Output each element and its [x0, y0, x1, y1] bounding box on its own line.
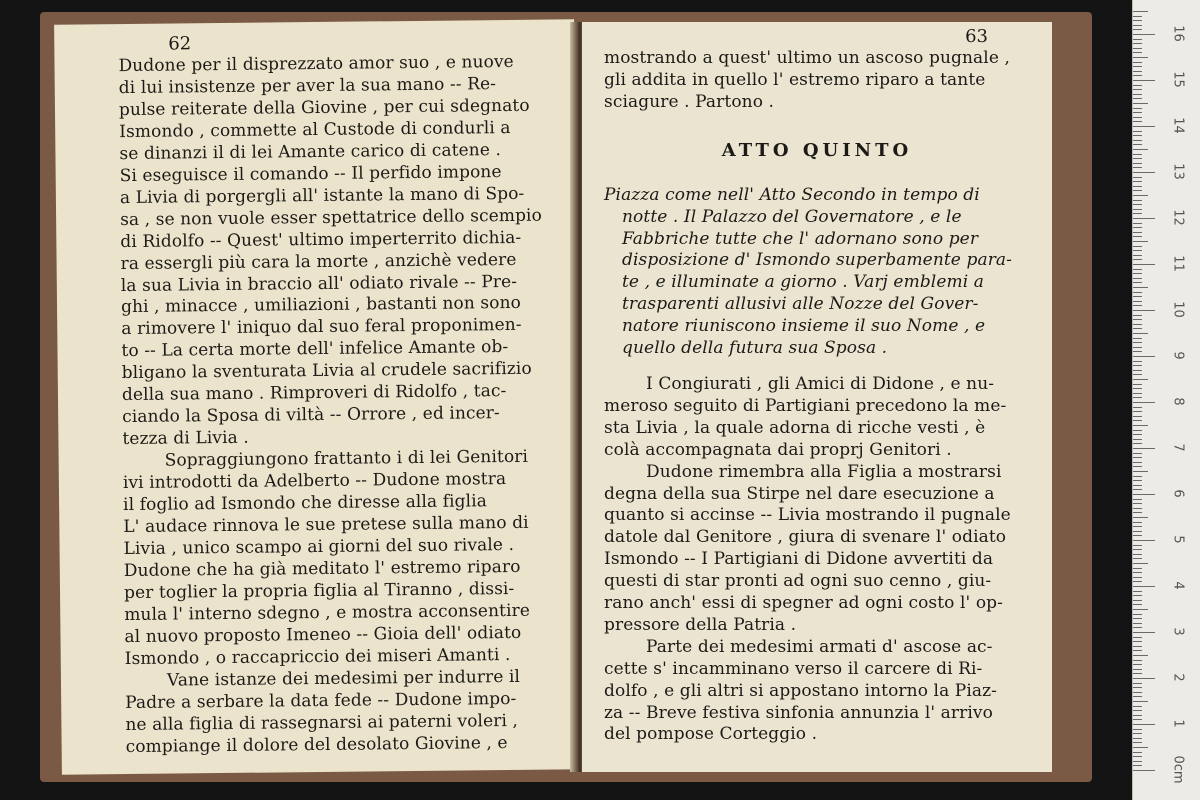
right-body-text — [604, 374, 1030, 746]
ruler-tick — [1133, 710, 1142, 711]
ruler-tick — [1133, 600, 1142, 601]
ruler-tick — [1133, 370, 1142, 371]
text-line: Ismondo , commette al Custode di condurli a — [119, 117, 511, 142]
ruler-tick — [1133, 255, 1142, 256]
ruler-tick — [1133, 733, 1142, 734]
text-line: Parte dei medesimi armati d' ascose ac- — [646, 636, 993, 657]
ruler-tick — [1133, 71, 1142, 72]
text-line: pressore della Patria . — [604, 614, 797, 635]
ruler-tick — [1133, 149, 1148, 150]
ruler-tick — [1133, 140, 1142, 141]
ruler-tick — [1133, 29, 1142, 30]
ruler-tick — [1133, 572, 1142, 573]
ruler-tick — [1133, 522, 1142, 523]
text-line: a Livia di porgergli all' istante la mano di Spo- — [119, 183, 525, 208]
ruler-tick — [1133, 678, 1155, 679]
ruler-tick — [1133, 540, 1155, 541]
ruler-tick — [1133, 246, 1142, 247]
ruler-tick — [1133, 494, 1155, 495]
ruler-tick — [1133, 154, 1142, 155]
ruler-tick — [1133, 650, 1142, 651]
ruler-label: 10 — [1170, 301, 1186, 318]
ruler-tick — [1133, 457, 1142, 458]
ruler-tick — [1133, 623, 1142, 624]
text-line: se dinanzi il di lei Amante carico di catene . — [119, 139, 502, 164]
ruler-tick — [1133, 48, 1142, 49]
text-line: degna della sua Stirpe nel dare esecuzione a — [604, 483, 995, 504]
text-line: Ismondo -- I Partigiani di Didone avvertiti da — [604, 549, 994, 570]
ruler-tick — [1133, 108, 1142, 109]
text-line: ne alla figlia di rassegnarsi ai paterni voleri , — [125, 710, 519, 735]
ruler-tick — [1133, 388, 1142, 389]
ruler-tick — [1133, 660, 1142, 661]
ruler-tick — [1133, 765, 1142, 766]
text-line: gli addita in quello l' estremo riparo a tante — [604, 69, 986, 90]
ruler-tick — [1133, 683, 1142, 684]
ruler-tick — [1133, 57, 1148, 58]
text-line: cette s' incamminano verso il carcere di Ri- — [604, 658, 983, 679]
ruler-tick — [1133, 466, 1142, 467]
text-line: colà accompagnata dai proprj Genitori . — [604, 439, 952, 460]
text-line: questi di star pronti ad ogni suo cenno , giu- — [604, 571, 992, 592]
text-line: Ismondo , o raccapriccio dei miseri Amanti . — [124, 644, 511, 669]
text-line: bligano la sventurata Livia al crudele sacrifizio — [121, 359, 532, 384]
text-line: Livia , unico scampo ai giorni del suo rivale . — [123, 534, 515, 560]
text-line: tezza di Livia . — [122, 427, 249, 450]
ruler-tick — [1133, 411, 1142, 412]
ruler-tick — [1133, 25, 1142, 26]
ruler-tick — [1133, 595, 1142, 596]
ruler-tick — [1133, 632, 1155, 633]
left-page-number: 62 — [168, 33, 192, 55]
ruler-tick — [1133, 315, 1142, 316]
ruler-tick — [1133, 236, 1142, 237]
ruler-tick — [1133, 729, 1142, 730]
text-line: ciando la Sposa di viltà -- Orrore , ed incer- — [122, 403, 500, 428]
ruler-tick — [1133, 195, 1148, 196]
text-line: trasparenti allusivi alle Nozze del Gover- — [622, 294, 979, 315]
ruler-tick — [1133, 687, 1142, 688]
ruler-tick — [1133, 738, 1142, 739]
ruler-tick — [1133, 328, 1142, 329]
ruler-tick — [1133, 223, 1142, 224]
ruler-tick — [1133, 43, 1142, 44]
ruler-tick — [1133, 724, 1155, 725]
ruler-tick — [1133, 512, 1142, 513]
ruler-tick — [1133, 581, 1142, 582]
ruler-tick — [1133, 692, 1142, 693]
text-line: quanto si accinse -- Livia mostrando il pugnale — [604, 505, 1011, 526]
ruler-tick — [1133, 618, 1142, 619]
ruler-tick — [1133, 646, 1142, 647]
ruler-tick — [1133, 241, 1148, 242]
ruler-tick — [1133, 586, 1155, 587]
ruler-tick — [1133, 209, 1142, 210]
ruler-tick — [1133, 416, 1142, 417]
left-page-text — [118, 52, 561, 759]
ruler-tick — [1133, 232, 1142, 233]
ruler-tick — [1133, 158, 1142, 159]
ruler-tick — [1133, 742, 1142, 743]
right-page-number: 63 — [965, 26, 988, 47]
ruler-tick — [1133, 664, 1142, 665]
ruler-tick — [1133, 761, 1142, 762]
ruler-tick — [1133, 34, 1155, 35]
ruler-tick — [1133, 701, 1148, 702]
text-line: al nuovo proposto Imeneo -- Gioia dell' odiato — [124, 622, 522, 647]
ruler-tick — [1133, 259, 1142, 260]
ruler-tick — [1133, 476, 1142, 477]
ruler-tick — [1133, 535, 1142, 536]
ruler-tick — [1133, 278, 1142, 279]
ruler-tick — [1133, 397, 1142, 398]
text-line: sciagure . Partono . — [604, 91, 775, 112]
ruler-label: 5 — [1170, 535, 1186, 544]
ruler-tick — [1133, 126, 1155, 127]
text-line: del pompose Corteggio . — [604, 724, 818, 745]
text-line: sa , se non vuole esser spettatrice dello scempio — [120, 205, 542, 230]
ruler-label: 13 — [1170, 163, 1186, 180]
text-line: ra essergli più cara la morte , anzichè vedere — [120, 249, 517, 274]
ruler-tick — [1133, 627, 1142, 628]
ruler-tick — [1133, 374, 1142, 375]
ruler-tick — [1133, 62, 1142, 63]
ruler-tick — [1133, 89, 1142, 90]
ruler-tick — [1133, 715, 1142, 716]
text-line: mula l' interno sdegno , e mostra acconsentire — [124, 600, 531, 625]
ruler-tick — [1133, 347, 1142, 348]
ruler-tick — [1133, 324, 1142, 325]
ruler-tick — [1133, 163, 1142, 164]
ruler-tick — [1133, 591, 1142, 592]
text-line: Dudone rimembra alla Figlia a mostrarsi — [646, 461, 1002, 482]
text-line: Sopraggiungono frattanto i di lei Genitori — [164, 446, 529, 471]
ruler-tick — [1133, 250, 1142, 251]
ruler-tick — [1133, 393, 1142, 394]
ruler-tick — [1133, 545, 1142, 546]
text-line: la sua Livia in braccio all' odiato rivale -- Pre- — [120, 271, 518, 296]
text-line: Vane istanze dei medesimi per indurre il — [166, 666, 521, 691]
text-line: ivi introdotti da Adelberto -- Dudone mostra — [122, 469, 507, 494]
text-line: di Ridolfo -- Quest' ultimo imperterrito dichia- — [120, 227, 522, 252]
ruler-tick — [1133, 503, 1142, 504]
ruler-tick — [1133, 361, 1142, 362]
ruler-tick — [1133, 554, 1142, 555]
text-line: disposizione d' Ismondo superbamente para- — [622, 250, 1012, 271]
ruler-tick — [1133, 273, 1142, 274]
text-line: per toglier la propria figlia al Tiranno , dissi- — [123, 578, 515, 603]
text-line: rano anch' essi di spegner ad ogni costo l' op- — [604, 593, 1003, 614]
text-line: Dudone per il disprezzato amor suo , e nuove — [118, 51, 514, 77]
ruler-tick — [1133, 135, 1142, 136]
ruler-tick — [1133, 172, 1155, 173]
ruler-tick — [1133, 604, 1142, 605]
stage-direction — [604, 185, 1030, 360]
text-line: il foglio ad Ismondo che diresse alla figlia — [123, 491, 488, 516]
ruler-tick — [1133, 434, 1142, 435]
ruler-tick — [1133, 439, 1142, 440]
right-page — [582, 22, 1052, 772]
ruler-tick — [1133, 227, 1142, 228]
text-line: za -- Breve festiva sinfonia annunzia l' arrivo — [604, 702, 993, 723]
ruler-tick — [1133, 94, 1142, 95]
ruler-label: 8 — [1170, 397, 1186, 406]
ruler-tick — [1133, 407, 1142, 408]
ruler-tick — [1133, 181, 1142, 182]
ruler-tick — [1133, 16, 1142, 17]
ruler-tick — [1133, 706, 1142, 707]
ruler-tick — [1133, 144, 1142, 145]
ruler-tick — [1133, 117, 1142, 118]
right-opening-text — [604, 48, 1030, 114]
ruler-tick — [1133, 75, 1142, 76]
ruler-tick — [1133, 420, 1142, 421]
text-line: Padre a serbare la data fede -- Dudone impo- — [125, 688, 517, 713]
text-line: dolfo , e gli altri si appostano intorno la Piaz- — [604, 680, 998, 701]
ruler-tick — [1133, 568, 1142, 569]
ruler-tick — [1133, 517, 1148, 518]
ruler-label: 16 — [1170, 25, 1186, 42]
text-line: Fabbriche tutte che l' adornano sono per — [622, 228, 979, 249]
ruler-tick — [1133, 264, 1155, 265]
ruler-tick — [1133, 200, 1142, 201]
ruler-tick — [1133, 508, 1142, 509]
ruler-tick — [1133, 384, 1142, 385]
ruler-tick — [1133, 301, 1142, 302]
measurement-ruler — [1132, 0, 1200, 800]
ruler-tick — [1133, 287, 1148, 288]
ruler-label: 12 — [1170, 209, 1186, 226]
ruler-tick — [1133, 563, 1148, 564]
ruler-tick — [1133, 52, 1142, 53]
text-line: Si eseguisce il comando -- Il perfido impone — [119, 161, 502, 186]
ruler-tick — [1133, 641, 1142, 642]
text-line: di lui insistenze per aver la sua mano -- Re- — [118, 74, 497, 99]
ruler-tick — [1133, 558, 1142, 559]
ruler-label: 7 — [1170, 443, 1186, 452]
ruler-tick — [1133, 531, 1142, 532]
ruler-tick — [1133, 66, 1142, 67]
ruler-tick — [1133, 609, 1148, 610]
text-line: datole dal Genitore , giura di svenare l' odiato — [604, 527, 1007, 548]
ruler-tick — [1133, 338, 1142, 339]
ruler-tick — [1133, 756, 1142, 757]
text-line: L' audace rinnova le sue pretese sulla mano di — [123, 512, 529, 538]
ruler-label: 0cm — [1170, 755, 1186, 784]
ruler-tick — [1133, 549, 1142, 550]
left-page — [54, 19, 582, 774]
ruler-tick — [1133, 462, 1142, 463]
ruler-tick — [1133, 204, 1142, 205]
ruler-tick — [1133, 673, 1142, 674]
ruler-label: 15 — [1170, 71, 1186, 88]
text-line: pulse reiterate della Giovine , per cui sdegnato — [118, 95, 530, 120]
text-line: to -- La certa morte dell' infelice Amante ob- — [121, 337, 509, 362]
ruler-tick — [1133, 85, 1142, 86]
ruler-tick — [1133, 614, 1142, 615]
ruler-label: 14 — [1170, 117, 1186, 134]
ruler-tick — [1133, 310, 1155, 311]
ruler-tick — [1133, 499, 1142, 500]
ruler-tick — [1133, 333, 1148, 334]
ruler-tick — [1133, 218, 1155, 219]
ruler-tick — [1133, 319, 1142, 320]
ruler-tick — [1133, 351, 1142, 352]
text-line: mostrando a quest' ultimo un ascoso pugnale , — [604, 48, 1011, 68]
ruler-tick — [1133, 443, 1142, 444]
ruler-tick — [1133, 365, 1142, 366]
text-line: sta Livia , la quale adorna di ricche vesti , è — [604, 417, 986, 438]
ruler-tick — [1133, 103, 1148, 104]
ruler-tick — [1133, 752, 1142, 753]
ruler-label: 6 — [1170, 489, 1186, 498]
ruler-tick — [1133, 430, 1142, 431]
ruler-label: 3 — [1170, 627, 1186, 636]
ruler-tick — [1133, 186, 1142, 187]
ruler-label: 2 — [1170, 673, 1186, 682]
ruler-tick — [1133, 425, 1148, 426]
ruler-tick — [1133, 80, 1155, 81]
text-line: ghi , minacce , umiliazioni , bastanti non sono — [120, 293, 522, 318]
ruler-tick — [1133, 282, 1142, 283]
ruler-tick — [1133, 453, 1142, 454]
ruler-tick — [1133, 402, 1155, 403]
text-line: quello della futura sua Sposa . — [622, 338, 888, 359]
ruler-label: 4 — [1170, 581, 1186, 590]
ruler-tick — [1133, 480, 1142, 481]
ruler-tick — [1133, 637, 1142, 638]
text-line: della sua mano . Rimproveri di Ridolfo , tac- — [121, 381, 507, 406]
ruler-label: 9 — [1170, 351, 1186, 360]
ruler-tick — [1133, 747, 1148, 748]
ruler-label: 11 — [1170, 255, 1186, 272]
ruler-tick — [1133, 356, 1155, 357]
ruler-label: 1 — [1170, 719, 1186, 728]
ruler-tick — [1133, 448, 1155, 449]
ruler-tick — [1133, 20, 1142, 21]
ruler-tick — [1133, 269, 1142, 270]
ruler-tick — [1133, 11, 1148, 12]
text-line: meroso seguito di Partigiani precedono la me- — [604, 395, 1007, 416]
ruler-tick — [1133, 526, 1142, 527]
ruler-tick — [1133, 305, 1142, 306]
ruler-tick — [1133, 177, 1142, 178]
ruler-tick — [1133, 98, 1142, 99]
ruler-tick — [1133, 121, 1142, 122]
text-line: te , e illuminate a giorno . Varj emblemi a — [622, 272, 984, 293]
text-line: notte . Il Palazzo del Governatore , e le — [622, 206, 962, 227]
ruler-tick — [1133, 112, 1142, 113]
ruler-tick — [1133, 655, 1148, 656]
ruler-tick — [1133, 342, 1142, 343]
ruler-tick — [1133, 696, 1142, 697]
ruler-tick — [1133, 471, 1148, 472]
text-line: natore riuniscono insieme il suo Nome , e — [622, 316, 986, 337]
ruler-tick — [1133, 485, 1142, 486]
text-line: Piazza come nell' Atto Secondo in tempo di — [604, 184, 980, 205]
ruler-tick — [1133, 489, 1142, 490]
ruler-tick — [1133, 379, 1148, 380]
text-line: compiange il dolore del desolato Giovine , e — [125, 732, 508, 757]
act-heading: ATTO QUINTO — [721, 139, 913, 161]
ruler-tick — [1133, 292, 1142, 293]
ruler-tick — [1133, 190, 1142, 191]
ruler-tick — [1133, 167, 1142, 168]
ruler-tick — [1133, 577, 1142, 578]
text-line: a rimovere l' iniquo dal suo feral proponimen- — [121, 315, 522, 340]
ruler-tick — [1133, 669, 1142, 670]
ruler-tick — [1133, 213, 1142, 214]
ruler-tick — [1133, 770, 1155, 771]
ruler-tick — [1133, 39, 1142, 40]
ruler-tick — [1133, 296, 1142, 297]
text-line: I Congiurati , gli Amici di Didone , e nu- — [646, 373, 995, 394]
ruler-tick — [1133, 719, 1142, 720]
ruler-tick — [1133, 131, 1142, 132]
text-line: Dudone che ha già meditato l' estremo riparo — [123, 556, 521, 581]
